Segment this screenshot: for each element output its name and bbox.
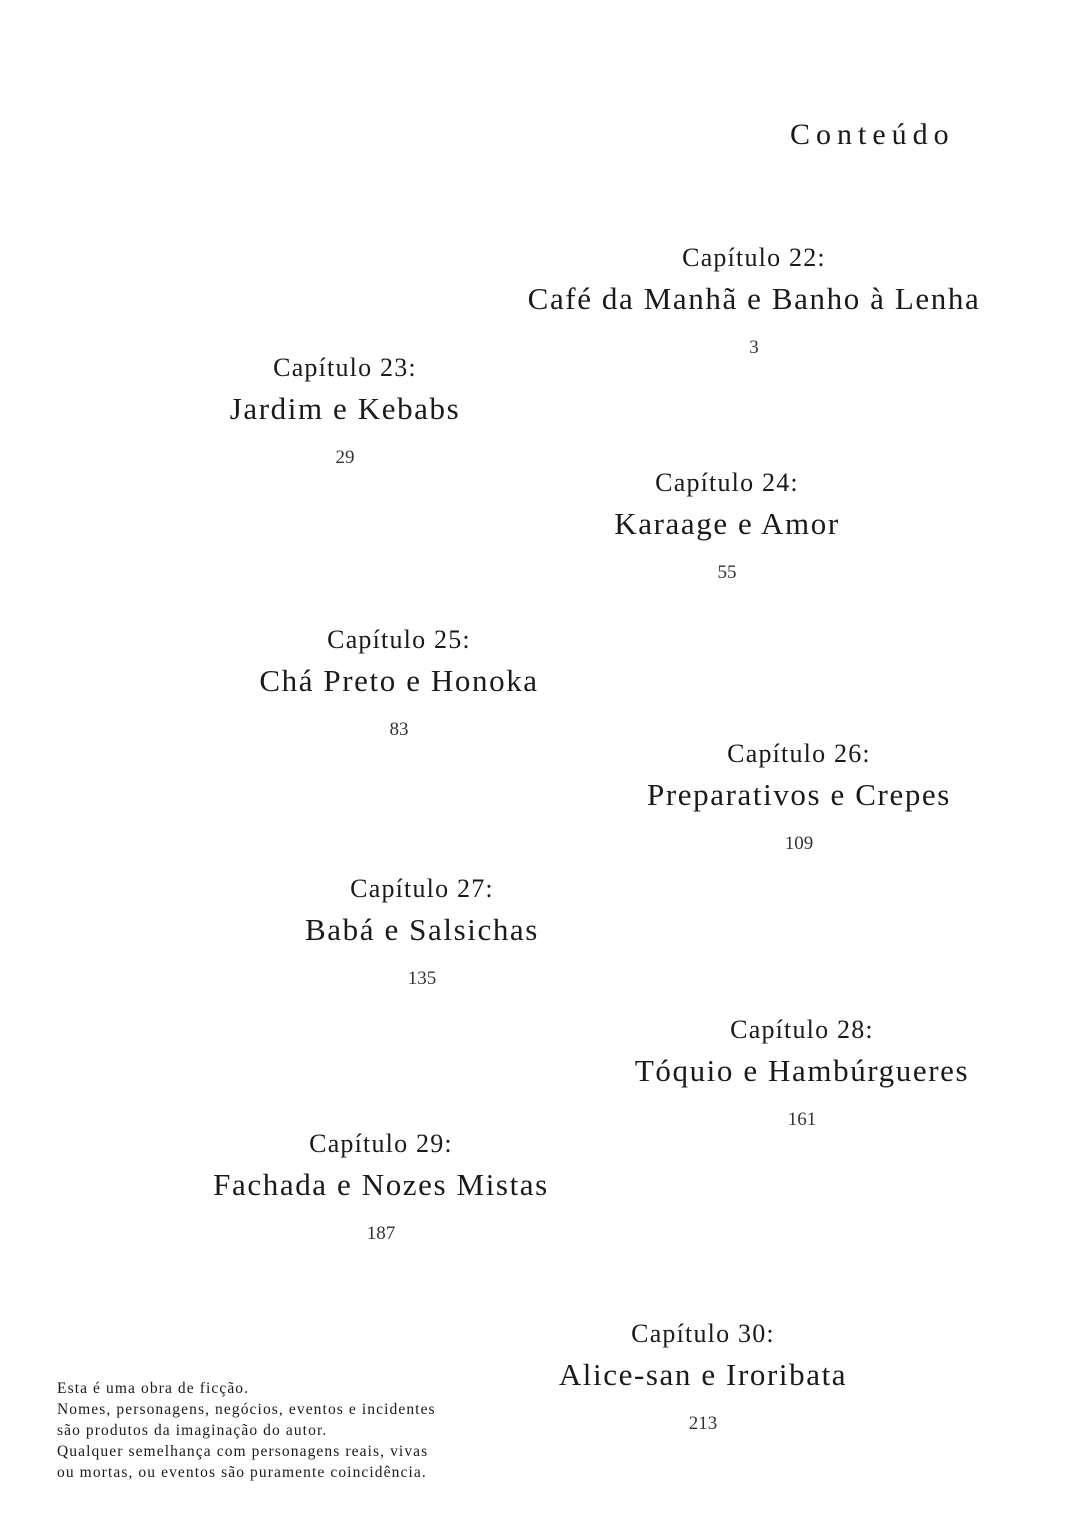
chapter-title: Karaage e Amor: [614, 506, 840, 541]
chapter-title: Café da Manhã e Banho à Lenha: [527, 281, 981, 316]
disclaimer-line: Qualquer semelhança com personagens reais, vivas: [57, 1443, 429, 1460]
chapter-page-number: 55: [717, 562, 737, 583]
chapter-page-number: 161: [787, 1109, 817, 1130]
chapter-number: Capítulo 27:: [350, 874, 494, 903]
chapter-title: Tóquio e Hambúrgueres: [634, 1053, 970, 1088]
chapter-22-entry[interactable]: [528, 243, 981, 359]
chapter-number: Capítulo 22:: [682, 243, 826, 272]
chapter-30-entry[interactable]: [559, 1319, 847, 1435]
chapter-title: Babá e Salsichas: [305, 912, 539, 947]
chapter-26-entry[interactable]: [647, 739, 951, 855]
chapter-page-number: 83: [389, 719, 409, 740]
chapter-number: Capítulo 26:: [727, 739, 871, 768]
chapter-title: Alice-san e Iroribata: [558, 1357, 848, 1392]
chapter-29-entry[interactable]: [213, 1129, 549, 1245]
disclaimer-line: são produtos da imaginação do autor.: [57, 1422, 328, 1439]
fiction-disclaimer: [57, 1378, 497, 1483]
chapter-number: Capítulo 24:: [655, 468, 799, 497]
chapter-number: Capítulo 25:: [327, 625, 471, 654]
chapter-23-entry[interactable]: [230, 353, 461, 469]
chapter-number: Capítulo 23:: [273, 353, 417, 382]
chapter-page-number: 3: [749, 337, 759, 358]
chapter-page-number: 187: [366, 1223, 396, 1244]
chapter-title: Jardim e Kebabs: [229, 391, 461, 426]
chapter-number: Capítulo 28:: [730, 1015, 874, 1044]
chapter-page-number: 29: [335, 447, 355, 468]
page-title: Conteúdo: [790, 118, 955, 151]
chapter-title: Preparativos e Crepes: [647, 777, 951, 812]
chapter-24-entry[interactable]: [614, 468, 840, 584]
chapter-number: Capítulo 29:: [309, 1129, 453, 1158]
chapter-page-number: 213: [688, 1413, 718, 1434]
chapter-title: Chá Preto e Honoka: [259, 663, 539, 698]
chapter-page-number: 109: [784, 833, 814, 854]
chapter-25-entry[interactable]: [259, 625, 538, 741]
disclaimer-line: Nomes, personagens, negócios, eventos e incidentes: [57, 1401, 436, 1418]
chapter-28-entry[interactable]: [635, 1015, 969, 1131]
chapter-27-entry[interactable]: [305, 874, 539, 990]
chapter-page-number: 135: [407, 968, 437, 989]
disclaimer-line: Esta é uma obra de ficção.: [57, 1380, 250, 1397]
disclaimer-line: ou mortas, ou eventos são puramente coincidência.: [57, 1464, 427, 1481]
chapter-title: Fachada e Nozes Mistas: [213, 1167, 549, 1202]
chapter-number: Capítulo 30:: [631, 1319, 775, 1348]
